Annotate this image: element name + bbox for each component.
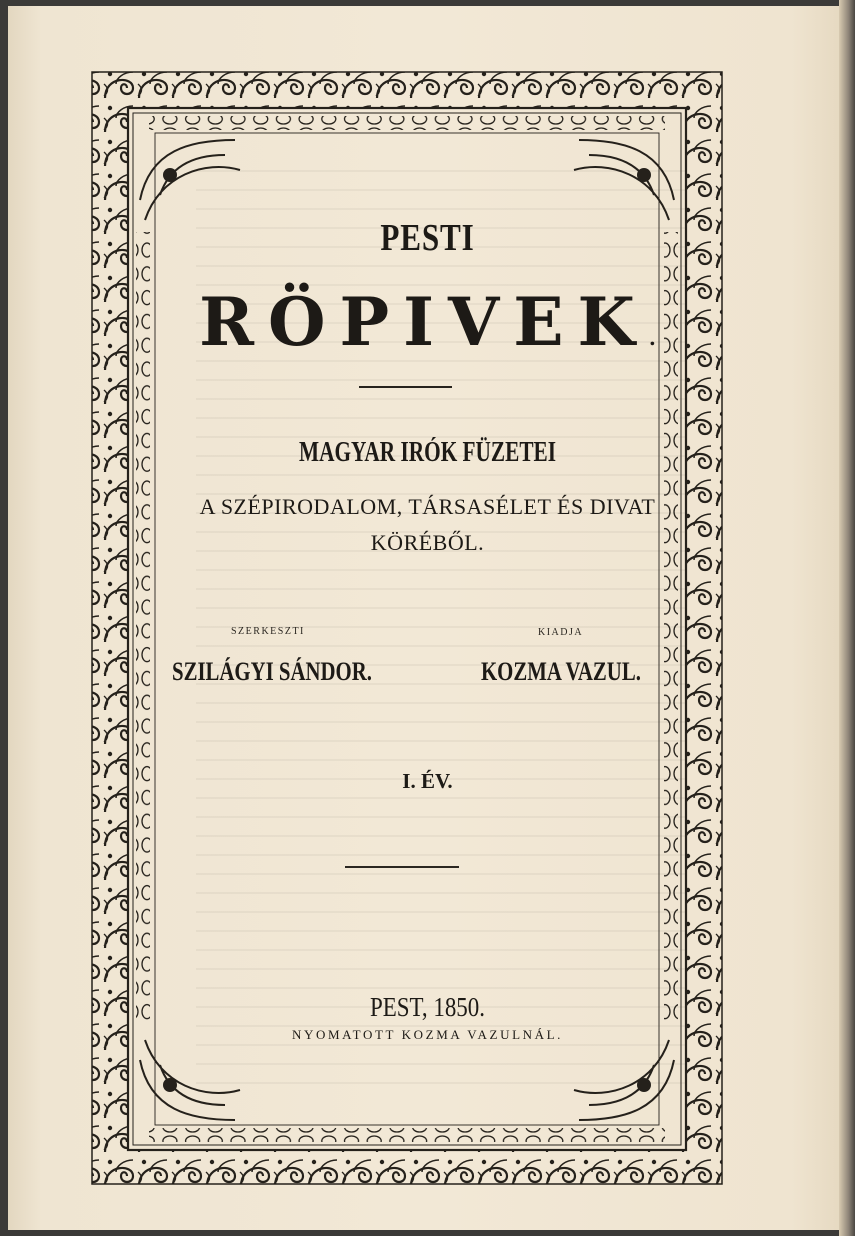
- subtitle: MAGYAR IRÓK FÜZETEI: [299, 437, 556, 468]
- description-line-2: KÖRÉBŐL.: [370, 530, 485, 555]
- publisher-label: KIADJA: [538, 627, 584, 638]
- imprint-place-year: PEST, 1850.: [370, 992, 485, 1022]
- divider-rule-lower: [345, 866, 459, 868]
- editor-name: SZILÁGYI SÁNDOR.: [172, 657, 372, 686]
- main-title: [0, 282, 855, 378]
- main-title-word: RÖPIVEK: [199, 283, 649, 361]
- description-line-1: A SZÉPIRODALOM, TÁRSASÉLET ÉS DIVAT: [199, 494, 656, 519]
- volume-year: I. ÉV.: [402, 769, 453, 793]
- divider-rule: [359, 386, 452, 388]
- title-line-pesti: PESTI: [380, 217, 475, 259]
- imprint-printer: NYOMATOTT KOZMA VAZULNÁL.: [292, 1027, 563, 1042]
- editor-label: SZERKESZTI: [231, 626, 305, 637]
- main-title-ornament: .: [648, 326, 656, 350]
- publisher-name: KOZMA VAZUL.: [481, 657, 641, 686]
